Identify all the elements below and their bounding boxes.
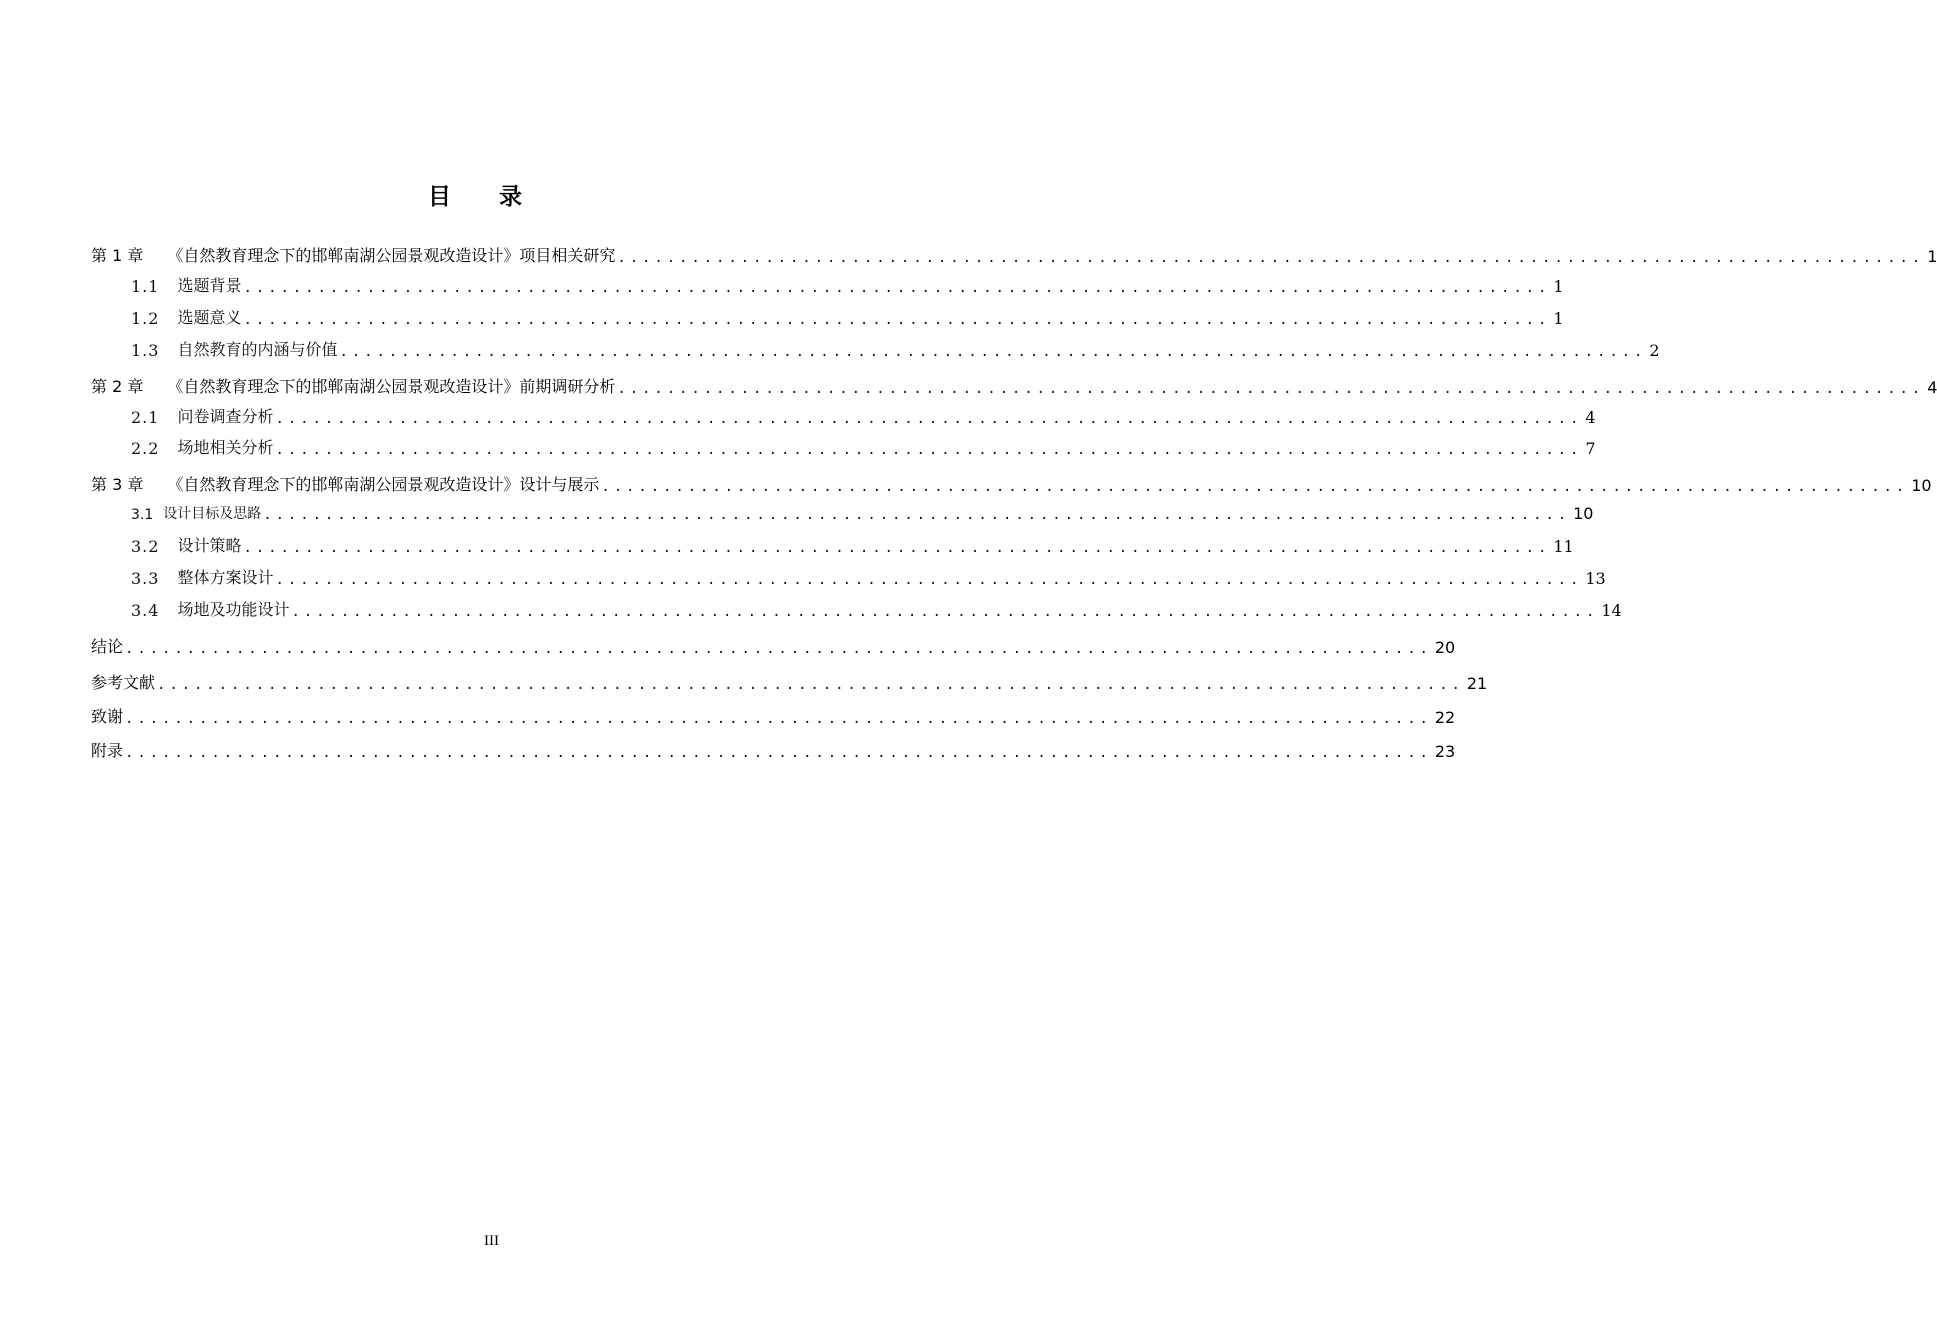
chapter-number: 第 3 章	[91, 475, 144, 494]
chapter-title: 《自然教育理念下的邯郸南湖公园景观改造设计》项目相关研究	[167, 246, 616, 265]
page-number: 1	[1927, 247, 1937, 266]
leader-dots: ..........................................................................................................	[617, 250, 1925, 266]
page-number: 23	[1434, 742, 1456, 761]
chapter-number: 第 2 章	[91, 377, 144, 396]
section-title: 整体方案设计	[177, 568, 274, 587]
leader-dots: ..........................................................................................................	[125, 711, 1432, 727]
section-title: 问卷调查分析	[177, 407, 274, 426]
toc-section-2-2[interactable]	[0, 434, 1596, 458]
chapter-title: 《自然教育理念下的邯郸南湖公园景观改造设计》设计与展示	[167, 475, 600, 494]
section-number: 3.1	[131, 507, 154, 523]
section-number: 3.4	[131, 601, 160, 620]
leader-dots: ..........................................................................................................	[125, 745, 1432, 761]
section-title: 设计策略	[177, 536, 242, 555]
section-title: 选题背景	[177, 276, 242, 295]
toc-conclusion[interactable]	[0, 633, 1456, 657]
leader-dots: ..........................................................................................................	[275, 411, 1583, 427]
page-number: 7	[1585, 439, 1596, 458]
leader-dots: ..........................................................................................................	[339, 344, 1647, 360]
page-number: 11	[1553, 537, 1574, 556]
footer-page-number: III	[484, 1233, 499, 1249]
page-number: 1	[1553, 309, 1564, 328]
toc-heading-left: 目	[428, 184, 451, 210]
toc-section-3-3[interactable]	[0, 564, 1606, 588]
leader-dots: ..........................................................................................................	[157, 677, 1464, 693]
toc-heading-right: 录	[499, 184, 522, 210]
toc-section-2-1[interactable]	[0, 403, 1596, 427]
page-number: 10	[1573, 504, 1594, 523]
entry-title: 致谢	[91, 707, 124, 726]
chapter-number: 第 1 章	[91, 246, 144, 265]
section-number: 1.1	[131, 277, 160, 296]
section-title: 场地及功能设计	[177, 600, 290, 619]
leader-dots: ..........................................................................................................	[243, 540, 1551, 556]
section-number: 2.2	[131, 439, 160, 458]
leader-dots: ..........................................................................................................	[263, 507, 1571, 523]
leader-dots: ..........................................................................................................	[275, 442, 1583, 458]
section-number: 3.2	[131, 537, 160, 556]
toc-references[interactable]	[0, 669, 1488, 693]
section-number: 2.1	[131, 408, 160, 427]
section-number: 1.3	[131, 341, 160, 360]
leader-dots: ..........................................................................................................	[125, 641, 1432, 657]
page-number: 22	[1434, 708, 1456, 727]
toc-heading	[0, 178, 950, 211]
page-number: 2	[1649, 341, 1660, 360]
page-number: 21	[1466, 674, 1488, 693]
toc-chapter-2[interactable]	[0, 373, 1937, 397]
page-number: 10	[1911, 476, 1932, 495]
leader-dots: ..........................................................................................................	[617, 381, 1925, 397]
toc-section-1-3[interactable]	[0, 336, 1660, 360]
section-number: 3.3	[131, 569, 160, 588]
page-number: 14	[1601, 601, 1622, 620]
entry-title: 结论	[91, 637, 124, 656]
leader-dots: ..........................................................................................................	[243, 312, 1551, 328]
page-number: 4	[1585, 408, 1596, 427]
toc-section-1-1[interactable]	[0, 272, 1564, 296]
section-title: 选题意义	[177, 308, 242, 327]
leader-dots: ..........................................................................................................	[601, 479, 1909, 495]
section-title: 自然教育的内涵与价值	[177, 340, 338, 359]
section-title: 场地相关分析	[177, 438, 274, 457]
page-number: 4	[1927, 378, 1937, 397]
section-title: 设计目标及思路	[163, 506, 262, 522]
entry-title: 附录	[91, 741, 124, 760]
chapter-title: 《自然教育理念下的邯郸南湖公园景观改造设计》前期调研分析	[167, 377, 616, 396]
leader-dots: ..........................................................................................................	[243, 280, 1551, 296]
page-number: 13	[1585, 569, 1606, 588]
toc-chapter-1[interactable]	[0, 242, 1937, 266]
page-number: 1	[1553, 277, 1564, 296]
toc-section-1-2[interactable]	[0, 304, 1564, 328]
toc-section-3-4[interactable]	[0, 596, 1622, 620]
toc-section-3-2[interactable]	[0, 532, 1574, 556]
entry-title: 参考文献	[91, 673, 156, 692]
leader-dots: ..........................................................................................................	[275, 572, 1583, 588]
section-number: 1.2	[131, 309, 160, 328]
toc-section-3-1[interactable]	[0, 499, 1594, 523]
toc-appendix[interactable]	[0, 737, 1456, 761]
leader-dots: ..........................................................................................................	[291, 604, 1599, 620]
page-number: 20	[1434, 638, 1456, 657]
toc-acknowledgements[interactable]	[0, 703, 1456, 727]
toc-chapter-3[interactable]	[0, 471, 1932, 495]
